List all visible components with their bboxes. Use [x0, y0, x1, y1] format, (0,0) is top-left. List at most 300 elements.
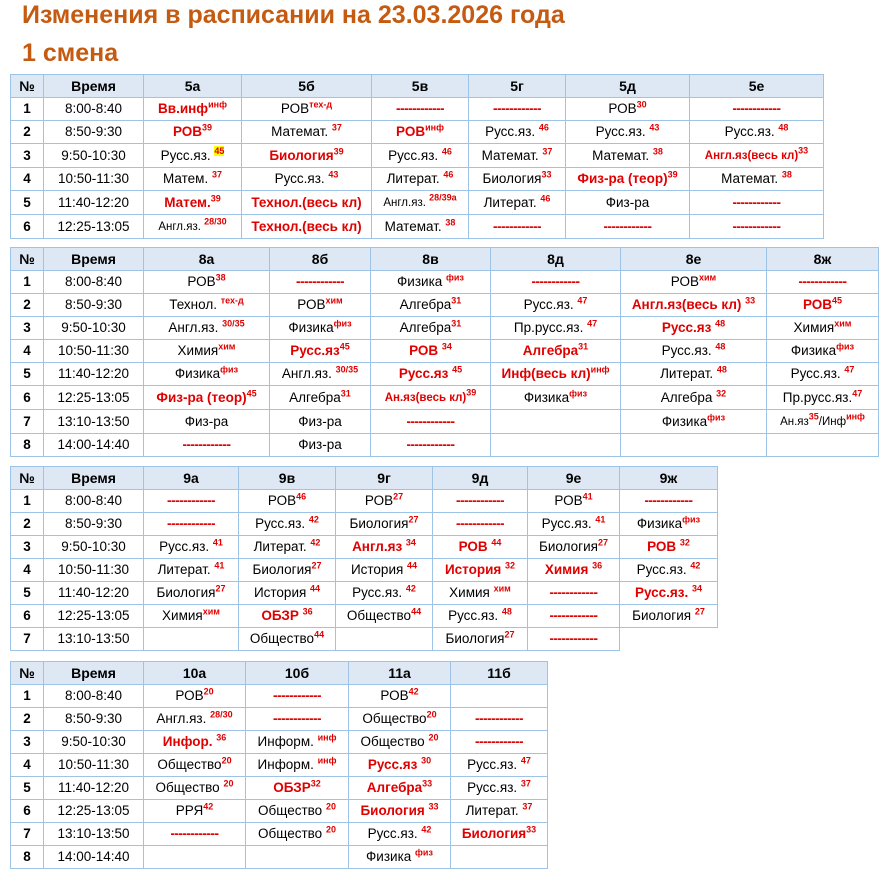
room-number: 47 [520, 755, 531, 766]
schedule-cell [767, 271, 879, 294]
subject-name: РОВ [458, 539, 492, 554]
room-number: физ [220, 364, 239, 375]
subject-name: История [253, 585, 311, 600]
subject-name: Физика [397, 274, 447, 289]
subject-name: Физика [366, 849, 416, 864]
room-number: физ [682, 514, 701, 525]
room-number: 47 [844, 364, 855, 375]
schedule-cell [528, 605, 620, 628]
subject-name: Математ. [481, 147, 543, 163]
room-number: 42 [308, 514, 319, 525]
room-number: 37 [520, 778, 531, 789]
subject-name: ------------ [732, 194, 781, 210]
room-number: 48 [715, 318, 726, 329]
schedule-cell [242, 98, 372, 121]
subject-name: РОВ [554, 493, 583, 508]
subject-name: Физ-ра [184, 413, 229, 429]
room-number: 37 [522, 801, 533, 812]
schedule-cell [246, 754, 349, 777]
schedule-cell [242, 121, 372, 144]
room-number: 41 [595, 514, 606, 525]
schedule-cell [566, 191, 690, 215]
room-number: 46 [443, 169, 454, 180]
room-number: 47 [587, 318, 598, 329]
lesson-time: 12:25-13:05 [44, 386, 144, 410]
column-header-number: № [11, 75, 44, 98]
schedule-cell [620, 536, 718, 559]
schedule-cell [144, 605, 239, 628]
schedule-cell [433, 513, 528, 536]
table-header-row [11, 75, 824, 98]
room-number: 30/35 [335, 364, 359, 375]
schedule-cell [144, 317, 270, 340]
room-number: 39 [466, 387, 477, 398]
lesson-number: 3 [11, 144, 44, 168]
room-number: 44 [310, 583, 321, 594]
lesson-time: 14:00-14:40 [44, 434, 144, 457]
lesson-number: 3 [11, 317, 44, 340]
lesson-number: 8 [11, 434, 44, 457]
lesson-time: 8:50-9:30 [44, 708, 144, 731]
schedule-cell [246, 777, 349, 800]
subject-name: Вв.инф [158, 101, 209, 116]
subject-name: Общество [155, 780, 224, 795]
subject-name: Русс.яз. [160, 147, 215, 163]
schedule-cell [144, 410, 270, 434]
schedule-cell [144, 191, 242, 215]
subject-name: Русс.яз [290, 343, 340, 358]
subject-name: Биология [252, 562, 312, 577]
subject-name: Алгебра [660, 389, 717, 405]
lesson-time: 12:25-13:05 [44, 605, 144, 628]
table-row [11, 386, 879, 410]
table-row [11, 121, 824, 144]
subject-name: Англ.яз(весь кл) [631, 297, 746, 312]
room-number: 27 [393, 491, 404, 502]
subject-name: Русс.яз. [541, 516, 596, 531]
schedule-cell [144, 340, 270, 363]
subject-name: ------------ [549, 608, 598, 623]
subject-name: РОВ [280, 101, 310, 116]
schedule-cell [690, 168, 824, 191]
column-header-class: 9ж [620, 467, 718, 490]
subject-name: Инф(весь кл) [501, 366, 591, 381]
subject-name: Ан.яз [780, 416, 809, 428]
schedule-cell [349, 777, 451, 800]
schedule-cell [270, 410, 371, 434]
room-number: 42 [203, 801, 214, 812]
column-header-time: Время [44, 75, 144, 98]
subject-name: Англ.яз [352, 539, 406, 554]
room-number: хим [699, 272, 717, 283]
lesson-number: 1 [11, 98, 44, 121]
lesson-number: 4 [11, 559, 44, 582]
lesson-number: 5 [11, 777, 44, 800]
room-number: 48 [501, 606, 512, 617]
schedule-cell [690, 144, 824, 168]
subject-name: Англ.яз. [156, 711, 211, 726]
lesson-time: 10:50-11:30 [44, 340, 144, 363]
schedule-cell [242, 144, 372, 168]
subject-name: Биология [461, 826, 527, 841]
subject-name: РОВ [175, 688, 204, 703]
room-number: 46 [441, 146, 452, 156]
room-number: 44 [491, 537, 502, 548]
column-header-class: 5а [144, 75, 242, 98]
subject-name: РОВ [364, 493, 394, 508]
room-number: инф [317, 732, 337, 743]
schedule-cell [528, 582, 620, 605]
room-number: 20 [426, 709, 437, 720]
room-number: 31 [451, 295, 462, 306]
table-row [11, 582, 718, 605]
table-row [11, 536, 718, 559]
schedule-cell [767, 317, 879, 340]
schedule-cell [349, 731, 451, 754]
schedule-cell [469, 144, 566, 168]
lesson-time: 10:50-11:30 [44, 754, 144, 777]
lesson-number: 3 [11, 731, 44, 754]
schedule-cell [349, 846, 451, 869]
schedule-cell [767, 410, 879, 434]
subject-name: Русс.яз. [352, 585, 406, 600]
column-header-class: 8ж [767, 248, 879, 271]
subject-name: Математ. [271, 124, 332, 139]
subject-name: Русс.яз [398, 366, 453, 381]
lesson-time: 11:40-12:20 [44, 363, 144, 386]
column-header-time: Время [44, 248, 144, 271]
schedule-cell [349, 685, 451, 708]
subject-name: РОВ [187, 274, 216, 289]
schedule-cell [566, 121, 690, 144]
subject-name: Физ-ра (теор) [577, 171, 668, 186]
subject-name: ------------ [475, 734, 523, 749]
lesson-time: 13:10-13:50 [44, 410, 144, 434]
subject-name: Химия [177, 343, 219, 358]
column-header-class: 9г [336, 467, 433, 490]
room-number: 48 [715, 341, 726, 352]
room-number: хим [202, 606, 220, 617]
subject-name: Русс.яз. [274, 171, 329, 186]
subject-name: Русс.яз. [634, 585, 693, 600]
schedule-cell [336, 536, 433, 559]
room-number: 42 [405, 583, 416, 594]
room-number: 47 [577, 295, 588, 306]
room-number: 20 [223, 778, 234, 789]
subject-name: Общество [258, 803, 326, 818]
schedule-cell [144, 685, 246, 708]
lesson-time: 9:50-10:30 [44, 317, 144, 340]
schedule-cell [372, 98, 469, 121]
subject-name: Технол.(весь кл) [251, 218, 362, 234]
subject-name: Англ.яз. [158, 221, 205, 233]
subject-name: Информ. [257, 734, 318, 749]
subject-name: ------------ [732, 101, 781, 116]
room-number: 32 [505, 560, 516, 571]
schedule-cell [371, 271, 491, 294]
schedule-cell [239, 536, 336, 559]
schedule-cell [451, 731, 548, 754]
lesson-time: 11:40-12:20 [44, 191, 144, 215]
schedule-cell [270, 340, 371, 363]
table-row [11, 777, 548, 800]
column-header-class: 8е [621, 248, 767, 271]
subject-name: Общество [362, 711, 427, 726]
schedule-cell [566, 144, 690, 168]
room-number: 39 [210, 193, 221, 203]
subject-name: Физ-ра [298, 437, 342, 452]
schedule-cell [451, 685, 548, 708]
table-row [11, 628, 718, 651]
table-row [11, 754, 548, 777]
subject-name: Биология [445, 631, 505, 646]
column-header-number: № [11, 662, 44, 685]
subject-name: РОВ [802, 297, 833, 312]
schedule-cell [144, 800, 246, 823]
lesson-time: 11:40-12:20 [44, 777, 144, 800]
subject-name: Русс.яз. [367, 826, 422, 841]
subject-name: Ан.яз(весь кл) [384, 392, 467, 404]
lesson-number: 7 [11, 823, 44, 846]
schedule-cell [144, 559, 239, 582]
room-number: 27 [504, 629, 515, 640]
column-header-class: 9е [528, 467, 620, 490]
schedule-cell [491, 340, 621, 363]
schedule-cell [433, 559, 528, 582]
schedule-cell [690, 215, 824, 239]
page-title: Изменения в расписании на 23.03.2026 года [22, 1, 565, 29]
room-number: 36 [302, 606, 313, 617]
room-number: 33 [422, 778, 433, 789]
lesson-number: 4 [11, 754, 44, 777]
room-number: 36 [592, 560, 603, 571]
schedule-cell [371, 410, 491, 434]
room-number: физ [836, 341, 855, 352]
room-number: 42 [690, 560, 701, 571]
schedule-cell [144, 708, 246, 731]
room-number: 44 [411, 606, 422, 617]
subject-name: Англ.яз. [168, 320, 223, 335]
room-number: хим [834, 318, 852, 329]
subject-name: Общество [249, 631, 315, 646]
column-header-class: 10б [246, 662, 349, 685]
schedule-cell [144, 434, 270, 457]
schedule-cell [433, 628, 528, 651]
subject-name: Матем. [163, 171, 212, 186]
lesson-time: 11:40-12:20 [44, 582, 144, 605]
subject-name: Англ.яз. [281, 366, 336, 381]
subject-name: Общество [360, 734, 429, 749]
subject-name: ------------ [798, 274, 847, 289]
room-number: 36 [216, 732, 227, 743]
subject-name: Физ-ра [298, 413, 342, 429]
schedule-cell [690, 121, 824, 144]
schedule-table-grade5 [10, 74, 824, 239]
subject-name: ОБЗР [261, 608, 303, 623]
column-header-class: 9д [433, 467, 528, 490]
subject-name: ОБЗР [273, 780, 311, 795]
column-header-class: 5е [690, 75, 824, 98]
subject-name: ------------ [603, 218, 652, 234]
subject-name: Русс.яз. [159, 539, 213, 554]
schedule-cell [620, 559, 718, 582]
lesson-number: 1 [11, 685, 44, 708]
subject-name: Алгебра [289, 389, 341, 405]
column-header-class: 5г [469, 75, 566, 98]
schedule-cell [621, 410, 767, 434]
lesson-time: 13:10-13:50 [44, 628, 144, 651]
room-number: 28/30 [204, 216, 227, 227]
schedule-cell [469, 98, 566, 121]
lesson-time: 9:50-10:30 [44, 144, 144, 168]
schedule-cell [144, 777, 246, 800]
lesson-number: 2 [11, 513, 44, 536]
room-number: физ [333, 318, 352, 329]
room-number: 41 [212, 537, 223, 548]
room-number: 30 [421, 755, 432, 766]
subject-name: ------------ [396, 101, 444, 116]
column-header-class: 5в [372, 75, 469, 98]
subject-name: Физика [174, 366, 221, 381]
room-number: 32 [679, 537, 690, 548]
table-row [11, 513, 718, 536]
schedule-cell [451, 823, 548, 846]
room-number: физ [415, 847, 433, 858]
room-number: хим [493, 583, 511, 594]
subject-name: Литерат. [386, 171, 444, 186]
lesson-time: 12:25-13:05 [44, 800, 144, 823]
room-number: 27 [215, 583, 226, 594]
schedule-cell [620, 513, 718, 536]
subject-name: Русс.яз. [661, 343, 716, 358]
subject-name: Физика [661, 413, 708, 429]
table-row [11, 98, 824, 121]
schedule-cell [349, 708, 451, 731]
room-number: 30/35 [222, 318, 245, 329]
schedule-cell [621, 271, 767, 294]
schedule-cell [621, 386, 767, 410]
table-row [11, 144, 824, 168]
schedule-cell [372, 215, 469, 239]
table-row [11, 191, 824, 215]
column-header-class: 11а [349, 662, 451, 685]
column-header-class: 5д [566, 75, 690, 98]
schedule-cell [620, 490, 718, 513]
schedule-cell [371, 340, 491, 363]
table-row [11, 317, 879, 340]
subject-name: Физика [790, 343, 837, 358]
lesson-time: 8:00-8:40 [44, 490, 144, 513]
subject-name: ------------ [549, 631, 598, 646]
room-number: 41 [582, 491, 593, 502]
schedule-table-grade8 [10, 247, 879, 457]
schedule-cell [491, 434, 621, 457]
schedule-cell [144, 754, 246, 777]
subject-name: ------------ [456, 493, 504, 508]
room-number: 48 [778, 122, 789, 133]
schedule-cell [144, 846, 246, 869]
subject-name: История [444, 562, 506, 577]
subject-name: ------------ [475, 711, 523, 726]
lesson-time: 8:50-9:30 [44, 294, 144, 317]
schedule-cell [690, 191, 824, 215]
schedule-cell [433, 605, 528, 628]
room-number: 20 [325, 801, 336, 812]
room-number: 34 [405, 537, 416, 548]
room-number: 27 [694, 606, 705, 617]
schedule-cell [528, 490, 620, 513]
room-number: 28/39а [429, 192, 457, 203]
lesson-number: 6 [11, 605, 44, 628]
subject-name: История [350, 562, 408, 577]
schedule-cell [491, 271, 621, 294]
schedule-cell [371, 363, 491, 386]
subject-name: Русс.яз [661, 320, 716, 335]
room-number: хим [325, 295, 343, 306]
room-number: 33 [428, 801, 439, 812]
subject-name: Алгебра [366, 780, 423, 795]
room-number: 31 [578, 341, 589, 352]
room-number: физ [446, 272, 464, 283]
lesson-number: 5 [11, 191, 44, 215]
column-header-class: 8д [491, 248, 621, 271]
schedule-cell [491, 386, 621, 410]
schedule-cell [491, 363, 621, 386]
room-number: 45 [832, 295, 843, 306]
subject-name: ------------ [296, 274, 344, 289]
lesson-number: 6 [11, 800, 44, 823]
subject-name: РОВ [297, 297, 326, 312]
subject-name: ------------ [406, 413, 455, 429]
schedule-cell [336, 513, 433, 536]
lesson-number: 8 [11, 846, 44, 869]
subject-name: РОВ [267, 493, 297, 508]
schedule-cell [144, 536, 239, 559]
schedule-cell [566, 215, 690, 239]
room-number: 48 [716, 364, 727, 375]
room-number: 34 [441, 341, 452, 352]
lesson-number: 5 [11, 363, 44, 386]
subject-name: Литерат. [157, 562, 215, 577]
subject-name: Биология [482, 171, 542, 186]
schedule-cell [451, 846, 548, 869]
table-row [11, 215, 824, 239]
column-header-class: 8б [270, 248, 371, 271]
room-number: 33 [526, 824, 537, 835]
table-row [11, 168, 824, 191]
room-number: тех-д [309, 99, 333, 110]
schedule-cell [469, 168, 566, 191]
schedule-cell [144, 168, 242, 191]
subject-name: РОВ [396, 124, 426, 139]
table-row [11, 605, 718, 628]
table-row [11, 340, 879, 363]
table-header-row [11, 662, 548, 685]
lesson-time: 10:50-11:30 [44, 559, 144, 582]
lesson-number: 6 [11, 386, 44, 410]
table-row [11, 490, 718, 513]
subject-name: Пр.русс.яз. [782, 389, 853, 405]
schedule-cell [451, 777, 548, 800]
schedule-cell [566, 168, 690, 191]
lesson-number: 7 [11, 410, 44, 434]
table-row [11, 846, 548, 869]
schedule-cell [270, 294, 371, 317]
table-row [11, 410, 879, 434]
room-number: 31 [451, 318, 462, 329]
subject-name: РРЯ [175, 803, 204, 818]
schedule-cell [621, 363, 767, 386]
